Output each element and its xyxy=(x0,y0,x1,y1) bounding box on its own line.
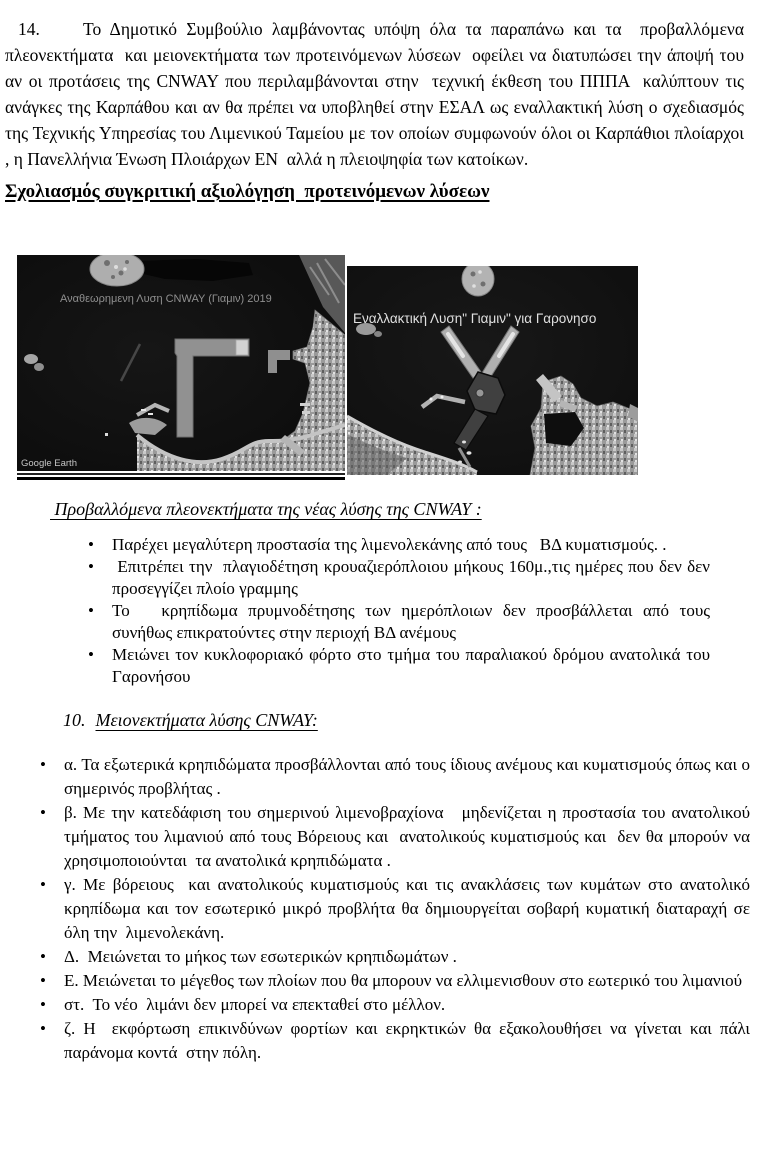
paragraph-number: 14. xyxy=(18,19,40,39)
disadvantages-list xyxy=(0,753,768,1065)
pier-platform xyxy=(236,340,248,355)
advantage-item: • Επιτρέπει την πλαγιοδέτηση κρουαζιερόπλοιου μήκους 160μ.,τις ημέρες που δεν δεν προσεγγίζει πλοίο γραμμης xyxy=(112,556,710,600)
disadvantages-number: 10. xyxy=(63,710,86,730)
advantage-item: • Παρέχει μεγαλύτερη προστασία της λιμενολεκάνης από τους ΒΔ κυματισμούς. . xyxy=(112,534,710,556)
rocks-left-2 xyxy=(34,363,44,371)
disadvantage-item: • ζ. Η εκφόρτωση επικινδύνων φορτίων και εκρηκτικών θα εξακολουθήσει να γίνεται και πάλι παράνομα κοντά στην πόλη. xyxy=(64,1017,750,1065)
paragraph-text: Το Δημοτικό Συμβούλιο λαμβάνοντας υπόψη όλα τα παραπάνω και τα προβαλλόμενα πλεονεκτήματα και μειονεκτήματα των προτεινόμενων λύσεων οφείλει να διατυπώσει την άποψή του αν οι προτάσεις της CNWAY που περιλαμβάνονται στην τεχνική έκθεση του ΠΠΠΑ καλύπτουν τις ανάγκες της Καρπάθου και αν θα πρέπει να υποβληθεί στην ΕΣΑΛ ως εναλλακτική λύση ο σχεδιασμός της Τεχνικής Υπηρεσίας του Λιμενικού Ταμείου με τον οποίων συμφωνούν όλοι οι Καρπάθιοι πλοίαρχοι , η Πανελλήνια Ένωση Πλοιάρχων ΕΝ αλλά η πλειοψηφία των κατοίκων. xyxy=(5,19,749,169)
disadvantage-item: • Ε. Μειώνεται το μέγεθος των πλοίων που θα μπορουν να ελλιμενισθουν στο εωτερικό του λιμανιού xyxy=(64,969,750,993)
advantages-heading: Προβαλλόμενα πλεονεκτήματα της νέας λύσης της CNWAY : xyxy=(50,499,482,519)
figure-left-revised-cnway-solution xyxy=(17,255,345,480)
satellite-image-left xyxy=(17,255,345,471)
disadvantage-item: • Δ. Μειώνεται το μήκος των εσωτερικών κρηπιδωμάτων . xyxy=(64,945,750,969)
disadvantage-item: • στ. Το νέο λιμάνι δεν μπορεί να επεκταθεί στο μέλλον. xyxy=(64,993,750,1017)
satellite-image-right xyxy=(347,266,638,475)
east-pier-stub xyxy=(268,360,277,373)
google-earth-credit: Google Earth xyxy=(21,458,77,469)
buoy xyxy=(105,433,108,436)
dock-1 xyxy=(300,403,310,406)
advantages-list xyxy=(0,534,768,688)
disadvantage-item: • α. Τα εξωτερικά κρηπιδώματα προσβάλλονται από τους ίδιους ανέμους και κυματισμούς όπως και ο σημερινός προβλήτας . xyxy=(64,753,750,801)
disadvantages-heading-row xyxy=(63,710,744,731)
islet xyxy=(462,266,494,296)
advantage-item: • Το κρηπίδωμα πρυμνοδέτησης των ημερόπλοιων δεν προσβάλλεται από τους συνήθως επικρατούντες στην περιοχή ΒΔ ανέμους xyxy=(112,600,710,644)
dock-2 xyxy=(302,411,310,414)
figure-left-caption: Αναθεωρημενη Λυση CNWAY (Γιαμιν) 2019 xyxy=(60,293,272,305)
islet xyxy=(90,255,144,286)
figure-right-caption: Εναλλακτική Λυση" Γιαμιν" για Γαρονησο xyxy=(353,311,597,326)
comment-heading: Σχολιασμός συγκριτική αξιολόγηση προτεινόμενων λύσεων xyxy=(5,181,490,202)
paragraph-14 xyxy=(5,16,749,172)
disadvantage-item: • β. Με την κατεδάφιση του σημερινού λιμενοβραχίονα μηδενίζεται η προστασία του ανατολικού τμήματος του λιμανιού από τους Βόρειους και ανατολικούς κυματισμούς και δεν θα μπορούν να χρησιμοποιούνται τα ανατολικά κρηπιδώματα . xyxy=(64,801,750,873)
disadvantages-heading: Μειονεκτήματα λύσης CNWAY: xyxy=(95,710,318,730)
disadvantage-item: • γ. Με βόρειους και ανατολικούς κυματισμούς και τις ανακλάσεις των κυμάτων στο ανατολικό κρηπίδωμα και τον εσωτερικό μικρό προβλήτα θα δημιουργείται σοβαρή κυματική διαταραχή σε όλη την λιμενολεκάνη. xyxy=(64,873,750,945)
platform-dome xyxy=(476,389,484,397)
figure-right-alternative-solution xyxy=(347,266,638,475)
rock-left-2 xyxy=(374,331,382,337)
advantage-item: • Μειώνει τον κυκλοφοριακό φόρτο στο τμήμα του παραλιακού δρόμου ανατολικά του Γαρονήσου xyxy=(112,644,710,688)
rocks-left xyxy=(24,354,38,364)
figure-left-underline xyxy=(17,473,345,480)
figures-row xyxy=(0,255,768,483)
east-pier xyxy=(268,350,290,360)
document-page xyxy=(0,16,768,1166)
